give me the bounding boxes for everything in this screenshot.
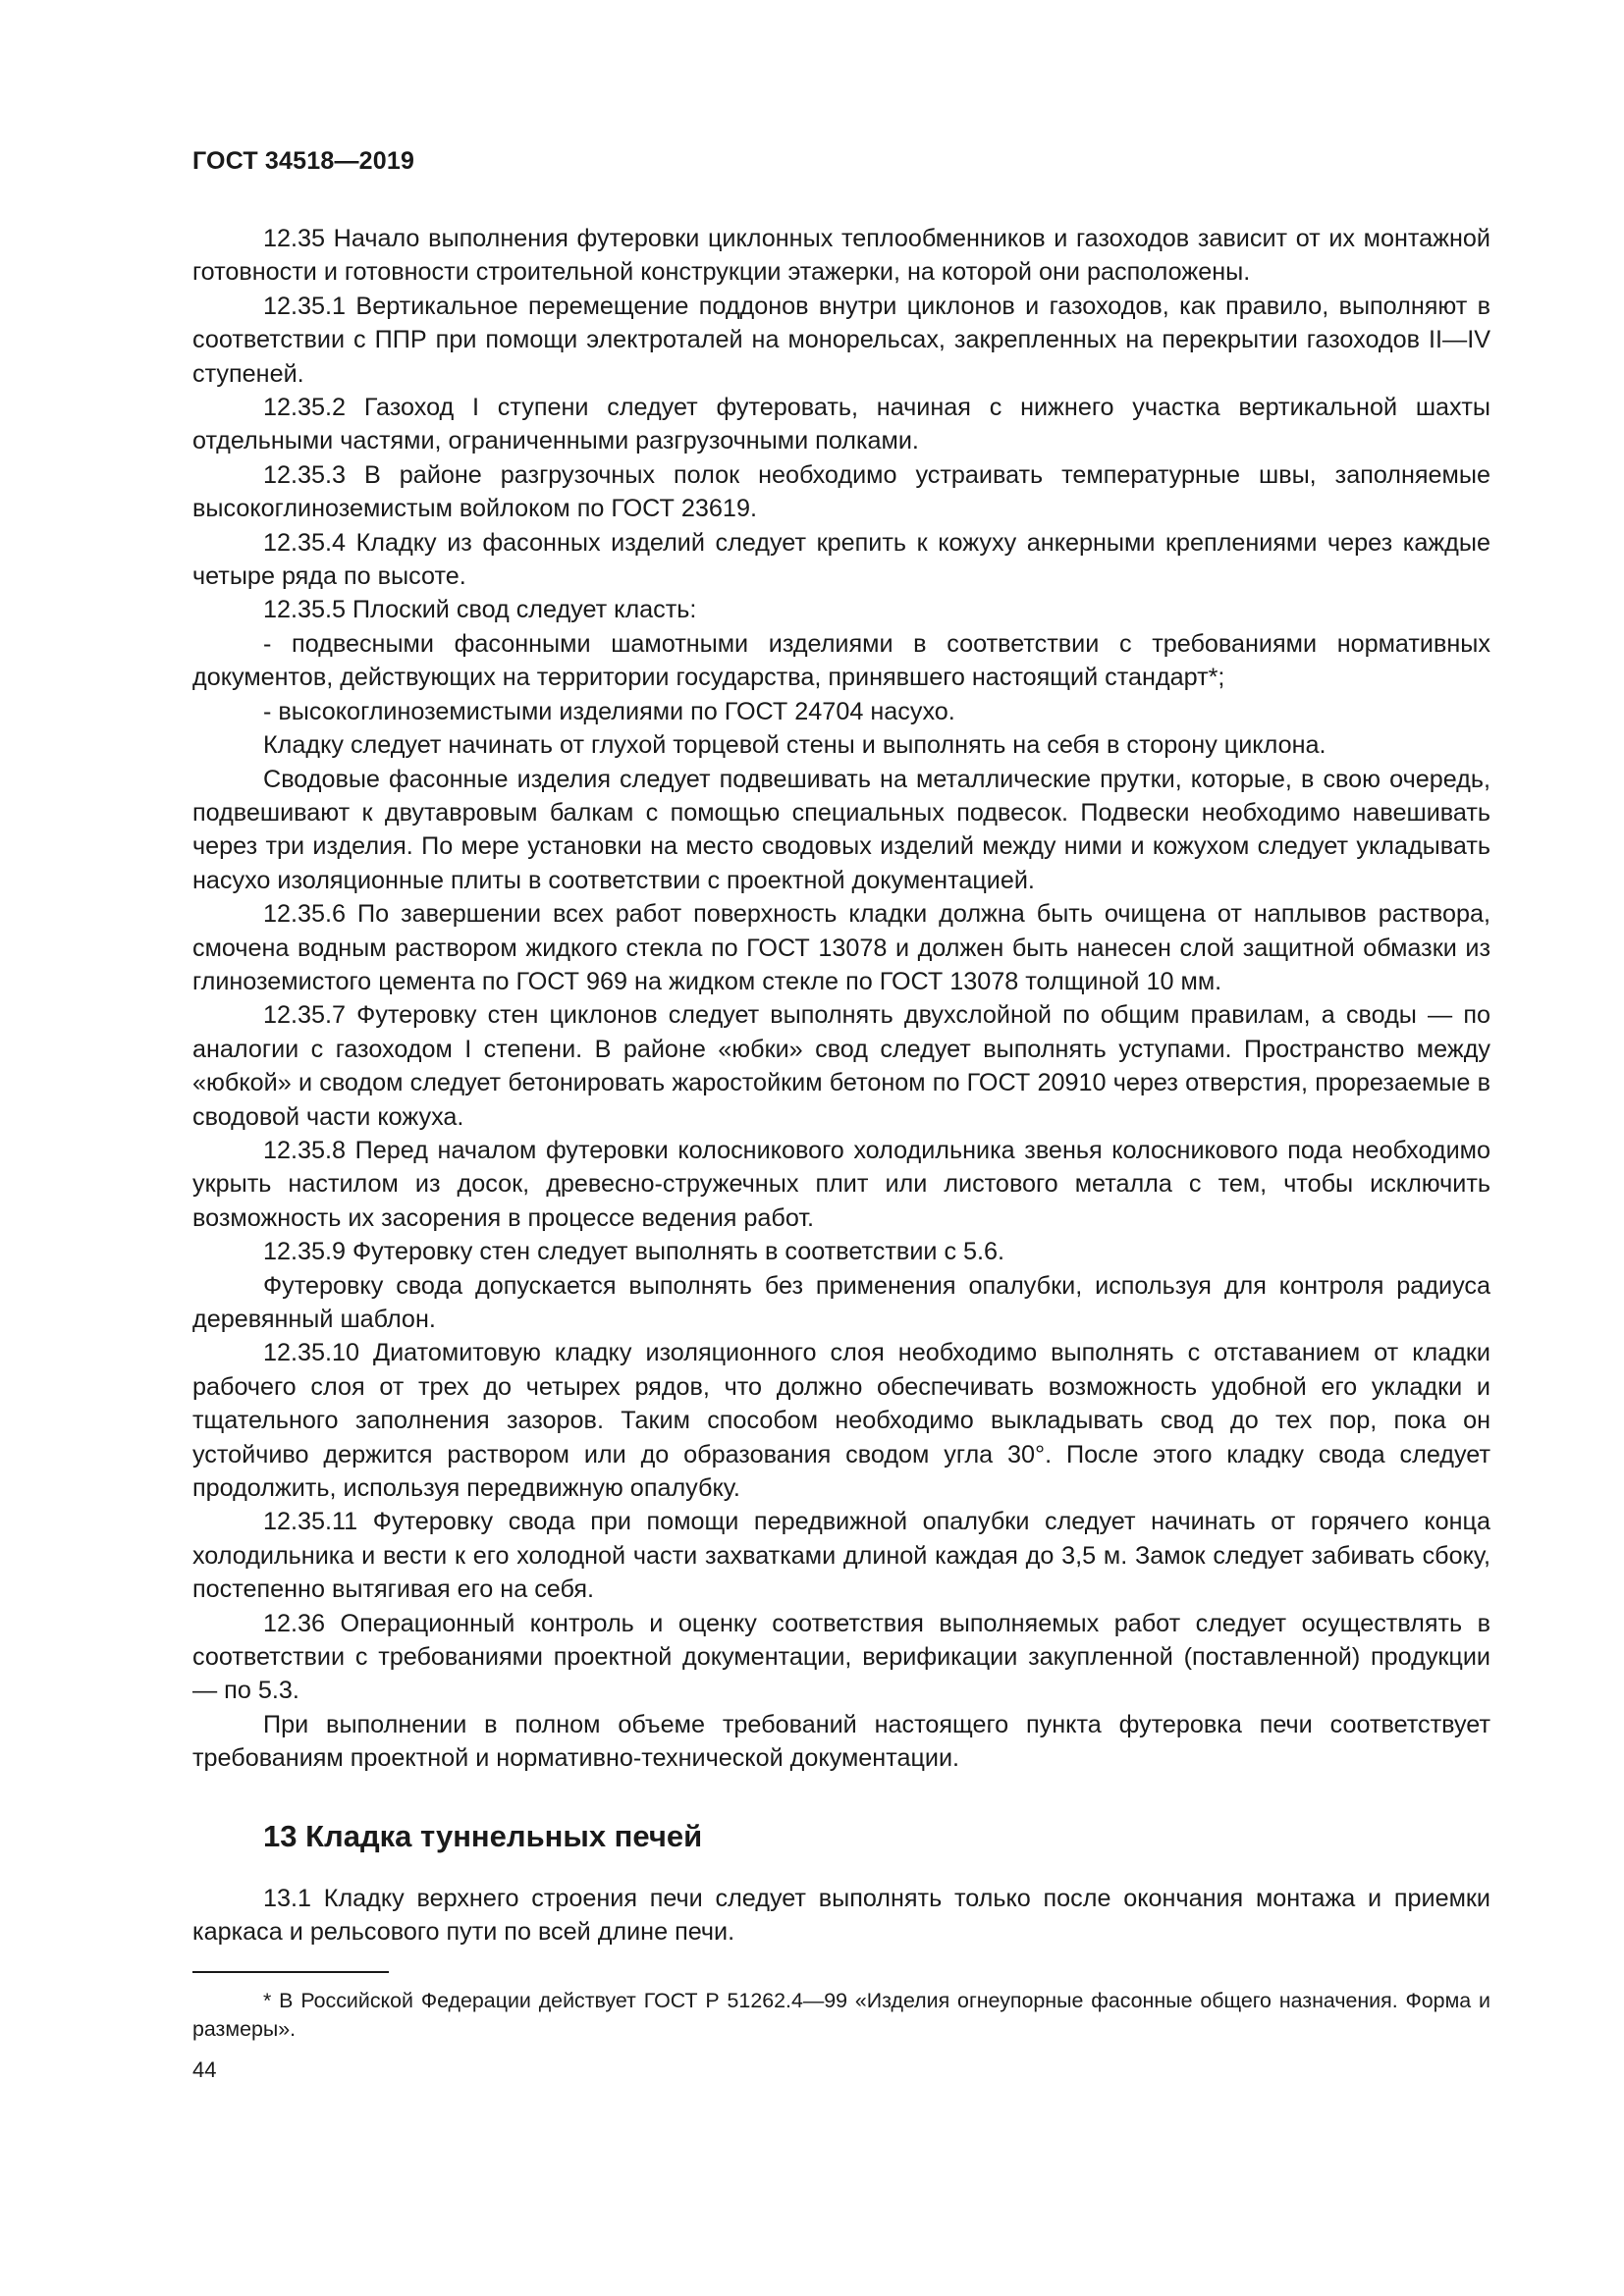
- paragraph-12-35-4: 12.35.4 Кладку из фасонных изделий следует крепить к кожуху анкерными креплениями через каждые четыре ряда по высоте.: [192, 528, 1490, 591]
- document-header: ГОСТ 34518—2019: [192, 147, 415, 175]
- paragraph-12-35-5: 12.35.5 Плоский свод следует класть:: [263, 596, 697, 624]
- paragraph-12-35-7: 12.35.7 Футеровку стен циклонов следует выполнять двухслойной по общим правилам, а своды — по аналогии с газоходом I степени. В районе «юбки» свод следует выполнять уступами. Пространство между «юбкой» и сводом следует бетонировать жаростойким бетоном по ГОСТ 20910 через отверстия, прорезаемые в сводовой части кожуха.: [192, 1001, 1490, 1131]
- paragraph-12-35-1: 12.35.1 Вертикальное перемещение поддонов внутри циклонов и газоходов, как правило, выполняют в соответствии с ППР при помощи электроталей на монорельсах, закрепленных на перекрытии газоходов II—IV ступеней.: [192, 292, 1490, 388]
- page-number: 44: [192, 2057, 217, 2082]
- paragraph-12-36: 12.36 Операционный контроль и оценку соответствия выполняемых работ следует осуществлять в соответствии с требованиями проектной документации, верификации закупленной (поставленной) продукции — по 5.3.: [192, 1609, 1490, 1705]
- paragraph-13-1: 13.1 Кладку верхнего строения печи следует выполнять только после окончания монтажа и приемки каркаса и рельсового пути по всей длине печи.: [192, 1884, 1490, 1947]
- paragraph-12-35: 12.35 Начало выполнения футеровки циклонных теплообменников и газоходов зависит от их монтажной готовности и готовности строительной конструкции этажерки, на которой они расположены.: [192, 225, 1490, 287]
- paragraph-12-35-8: 12.35.8 Перед началом футеровки колосникового холодильника звенья колосникового пода необходимо укрыть настилом из досок, древесно-стружечных плит или листового металла с тем, чтобы исключить возможность их засорения в процессе ведения работ.: [192, 1136, 1490, 1232]
- section-13-title: 13 Кладка туннельных печей: [263, 1818, 703, 1853]
- footnote-divider: [192, 1971, 389, 1973]
- paragraph-12-35-9: 12.35.9 Футеровку стен следует выполнять в соответствии с 5.6.: [263, 1238, 1005, 1266]
- footnote: * В Российской Федерации действует ГОСТ Р 51262.4—99 «Изделия огнеупорные фасонные общего назначения. Форма и размеры».: [192, 1989, 1490, 2041]
- paragraph-12-35-3: 12.35.3 В районе разгрузочных полок необходимо устраивать температурные швы, заполняемые высокоглиноземистым войлоком по ГОСТ 23619.: [192, 460, 1490, 523]
- paragraph-12-35-2: 12.35.2 Газоход I ступени следует футеровать, начиная с нижнего участка вертикальной шахты отдельными частями, ограниченными разгрузочными полками.: [192, 394, 1490, 455]
- paragraph-12-35-6: 12.35.6 По завершении всех работ поверхность кладки должна быть очищена от наплывов раствора, смочена водным раствором жидкого стекла по ГОСТ 13078 и должен быть нанесен слой защитной обмазки из глиноземистого цемента по ГОСТ 969 на жидком стекле по ГОСТ 13078 толщиной 10 мм.: [192, 900, 1490, 995]
- paragraph-12-35-11: 12.35.11 Футеровку свода при помощи передвижной опалубки следует начинать от горячего конца холодильника и вести к его холодной части захватками длиной каждая до 3,5 м. Замок следует забивать сбоку, постепенно вытягивая его на себя.: [192, 1508, 1490, 1604]
- paragraph-conformity: При выполнении в полном объеме требований настоящего пункта футеровка печи соответствует требованиям проектной и нормативно-технической документации.: [192, 1710, 1490, 1773]
- list-item-suspended-bricks: - подвесными фасонными шамотными изделиями в соответствии с требованиями нормативных документов, действующих на территории государства, принявшего настоящий стандарт*;: [192, 629, 1490, 692]
- document-body: [192, 222, 1490, 1949]
- list-item-high-alumina: - высокоглиноземистыми изделиями по ГОСТ 24704 насухо.: [263, 697, 955, 725]
- paragraph-arch-bricks: Сводовые фасонные изделия следует подвешивать на металлические прутки, которые, в свою очередь, подвешивают к двутавровым балкам с помощью специальных подвесок. Подвески необходимо навешивать через три изделия. По мере установки на место сводовых изделий между ними и кожухом следует укладывать насухо изоляционные плиты в соответствии с проектной документацией.: [192, 765, 1490, 894]
- paragraph-arch-template: Футеровку свода допускается выполнять без применения опалубки, используя для контроля радиуса деревянный шаблон.: [192, 1271, 1490, 1333]
- paragraph-start-laying: Кладку следует начинать от глухой торцевой стены и выполнять на себя в сторону циклона.: [263, 731, 1326, 760]
- paragraph-12-35-10: 12.35.10 Диатомитовую кладку изоляционного слоя необходимо выполнять с отставанием от кладки рабочего слоя от трех до четырех рядов, что должно обеспечивать возможность удобной его укладки и тщательного заполнения зазоров. Таким способом необходимо выкладывать свод до тех пор, пока он устойчиво держится раствором или до образования сводом угла 30°. После этого кладку свода следует продолжить, используя передвижную опалубку.: [192, 1339, 1490, 1503]
